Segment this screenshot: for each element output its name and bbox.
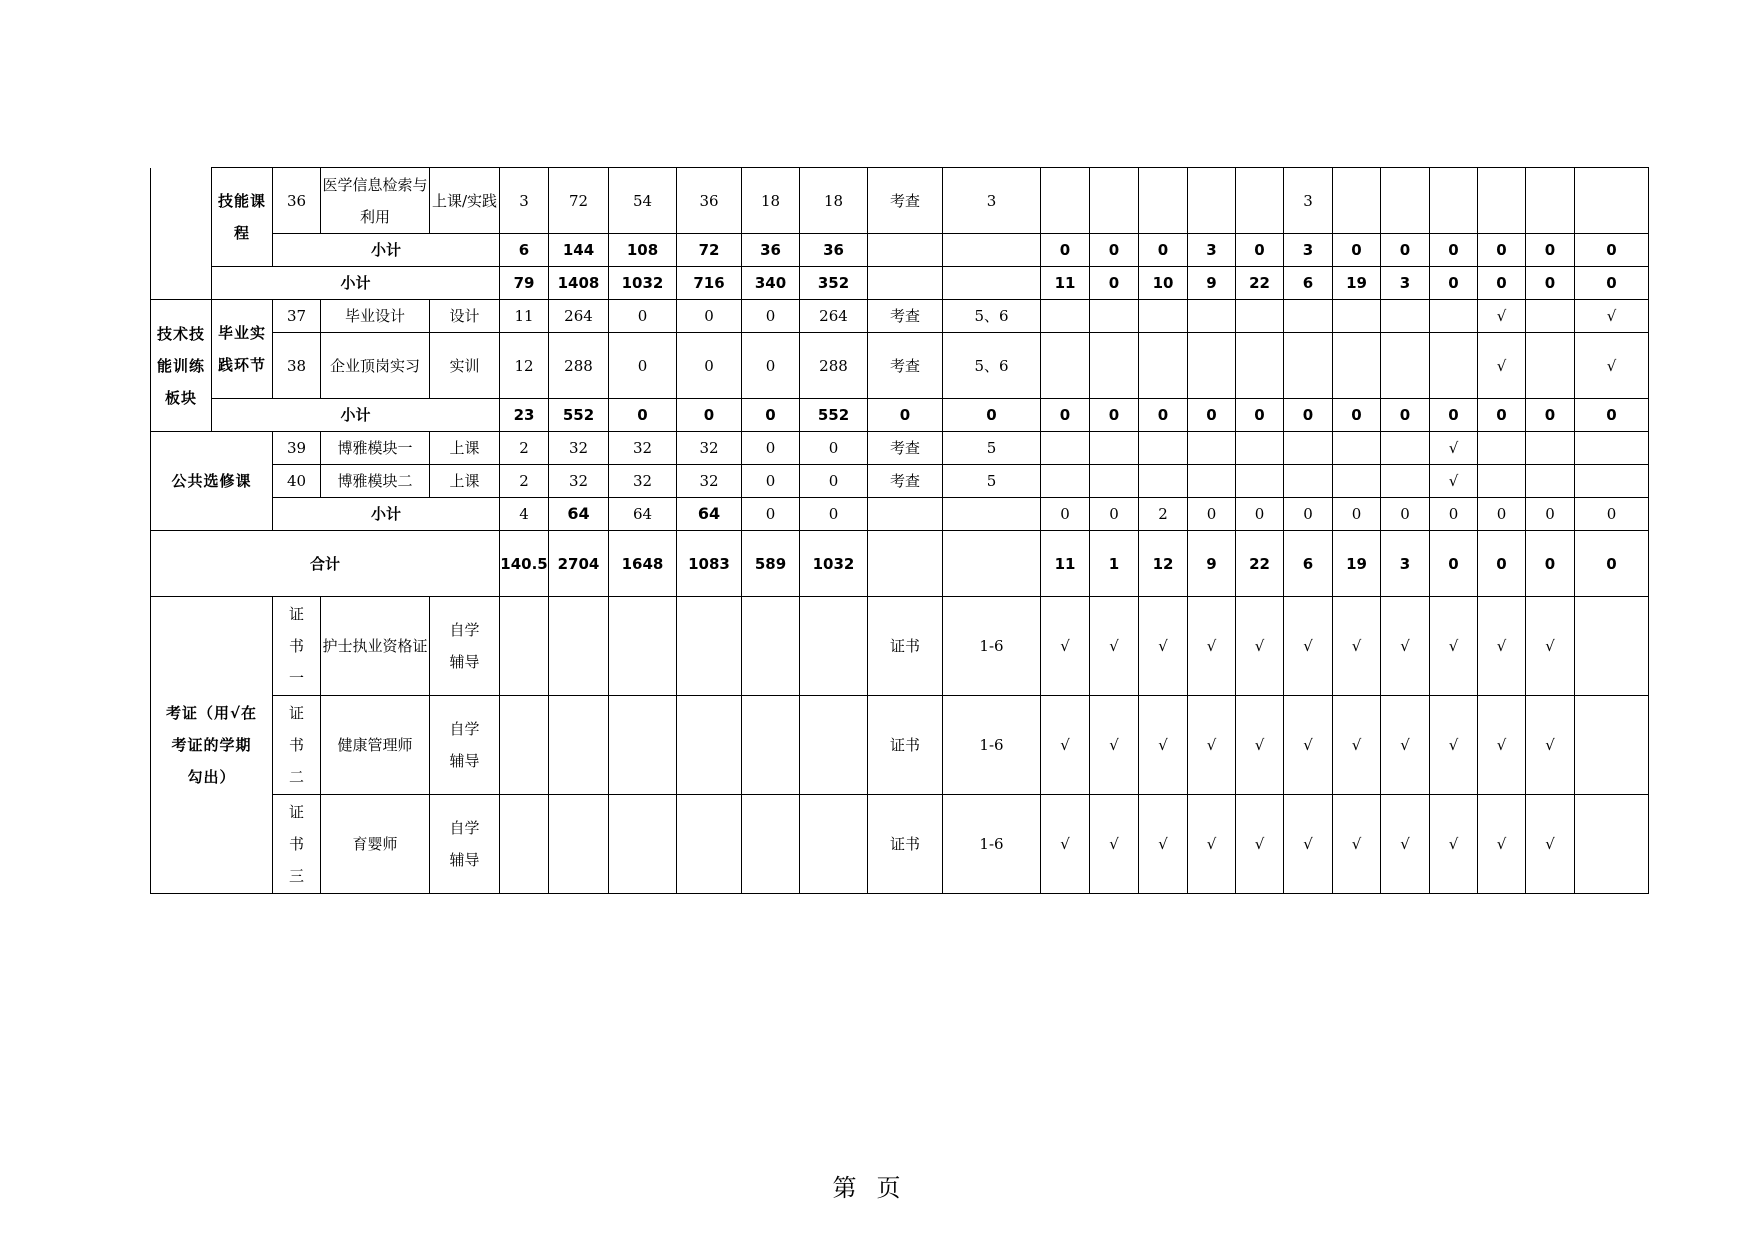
semester-cell: 0 [1478,267,1526,300]
subtotal-label: 小计 [212,267,500,300]
table-row: 小计 23 552 0 0 0 552 0 0 0 0 0 0 0 0 0 0 0 0 0 0 [151,399,1649,432]
table-row: 证书二 健康管理师 自学辅导 证书 1-6 √ √ √ √ √ √ √ √ √ √ √ [151,696,1649,795]
semester-cell: 0 [1430,234,1478,267]
check-mark: √ [1139,795,1188,894]
semester-cell: 22 [1236,267,1284,300]
semester-cell: 0 [1236,498,1284,531]
semester-cell: 0 [1430,267,1478,300]
semester-cell: 0 [1090,234,1139,267]
check-mark: √ [1333,795,1381,894]
semester-cell: 9 [1188,531,1236,597]
check-mark: √ [1188,696,1236,795]
check-mark: √ [1284,696,1333,795]
check-mark: √ [1430,597,1478,696]
semester-cell: 0 [1526,234,1575,267]
check-mark: √ [1575,300,1649,333]
check-mark: √ [1236,795,1284,894]
subtotal-label: 小计 [273,234,500,267]
semester-cell: 0 [1139,234,1188,267]
semester-cell: 22 [1236,531,1284,597]
course-mode: 上课/实践 [430,168,500,234]
check-mark: √ [1284,597,1333,696]
check-mark: √ [1478,696,1526,795]
semester-cell: 9 [1188,267,1236,300]
subtotal-label: 小计 [273,498,500,531]
semester-cell: 0 [1333,399,1381,432]
check-mark: √ [1041,795,1090,894]
check-mark: √ [1188,597,1236,696]
semester-cell: 0 [1284,399,1333,432]
training-module-label: 技术技能训练板块 [151,300,212,432]
table-row [151,168,1649,234]
semester-cell: 0 [1333,498,1381,531]
skills-group-label: 技能课程 [212,168,273,267]
semester-cell: 0 [1090,498,1139,531]
grand-total-credit: 140.5 [500,531,549,597]
semester-cell: 3 [1381,531,1430,597]
check-mark: √ [1041,696,1090,795]
table-row: 小计 4 64 64 64 0 0 0 0 2 0 0 0 0 0 0 0 0 0 [151,498,1649,531]
table-row: 小计 79 1408 1032 716 340 352 11 0 10 9 22 6 19 3 0 0 0 0 [151,267,1649,300]
semester-cell: 0 [1381,399,1430,432]
module-cell-empty [151,168,212,300]
grand-total-label: 合计 [151,531,500,597]
semester-cell: 19 [1333,531,1381,597]
semester-cell: 11 [1041,267,1090,300]
check-mark: √ [1526,795,1575,894]
check-mark: √ [1188,795,1236,894]
semester-cell: 0 [1188,498,1236,531]
check-mark: √ [1090,597,1139,696]
semester-cell: 0 [1575,399,1649,432]
semester-cell: 0 [1333,234,1381,267]
table-row: 40 博雅模块二 上课 2 32 32 32 0 0 考查 5 √ [151,465,1649,498]
semester-cell: 3 [1284,168,1333,234]
semester-cell: 3 [1381,267,1430,300]
check-mark: √ [1478,300,1526,333]
semester-cell: 0 [1478,498,1526,531]
table-row: 公共选修课 39 博雅模块一 上课 2 32 32 32 0 0 考查 5 √ [151,432,1649,465]
semester-cell: 0 [1575,531,1649,597]
semester-cell: 0 [1041,234,1090,267]
certificates-label: 考证（用√在考证的学期勾出） [151,597,273,894]
check-mark: √ [1575,333,1649,399]
check-mark: √ [1333,597,1381,696]
check-mark: √ [1381,696,1430,795]
semester-cell: 0 [1188,399,1236,432]
graduation-group-label: 毕业实践环节 [212,300,273,399]
check-mark: √ [1526,696,1575,795]
page-footer: 第页 [832,1174,921,1202]
semester-cell: 0 [1575,498,1649,531]
credit-cell: 3 [500,168,549,234]
electives-label: 公共选修课 [151,432,273,531]
semester-cell: 0 [1430,531,1478,597]
semester-cell: 0 [1090,399,1139,432]
check-mark: √ [1478,795,1526,894]
semester-cell: 0 [1041,399,1090,432]
semester-cell: 1 [1090,531,1139,597]
semester-cell: 3 [1188,234,1236,267]
check-mark: √ [1381,795,1430,894]
check-mark: √ [1430,696,1478,795]
table-row: 技术技能训练板块 毕业实践环节 37 毕业设计 设计 11 264 0 0 0 264 考查 5、6 √ √ [151,300,1649,333]
semester-cell: 0 [1478,399,1526,432]
check-mark: √ [1526,597,1575,696]
table-row: 考证（用√在考证的学期勾出） 证书一 护士执业资格证 自学辅导 证书 1-6 √ √ √ √ √ √ √ √ √ √ √ [151,597,1649,696]
course-number: 36 [273,168,321,234]
practice-hours-cell: 18 [800,168,868,234]
check-mark: √ [1090,795,1139,894]
term-cell: 3 [943,168,1041,234]
semester-cell: 0 [1526,531,1575,597]
semester-cell: 6 [1284,267,1333,300]
check-mark: √ [1284,795,1333,894]
semester-cell: 0 [1575,234,1649,267]
semester-cell: 12 [1139,531,1188,597]
hours-col-a-cell: 36 [677,168,742,234]
semester-cell: 0 [1381,234,1430,267]
semester-cell: 6 [1284,531,1333,597]
check-mark: √ [1430,795,1478,894]
semester-cell: 0 [1139,399,1188,432]
check-mark: √ [1139,597,1188,696]
semester-cell: 0 [1090,267,1139,300]
semester-cell: 2 [1139,498,1188,531]
assessment-cell: 考查 [868,168,943,234]
course-name: 医学信息检索与利用 [321,168,430,234]
check-mark: √ [1430,465,1478,498]
semester-cell: 0 [1526,399,1575,432]
table-row: 证书三 育婴师 自学辅导 证书 1-6 √ √ √ √ √ √ √ √ √ √ √ [151,795,1649,894]
semester-cell: 10 [1139,267,1188,300]
semester-cell: 0 [1381,498,1430,531]
semester-cell: 0 [1575,267,1649,300]
table-row: 38 企业顶岗实习 实训 12 288 0 0 0 288 考查 5、6 √ √ [151,333,1649,399]
curriculum-table [150,167,1649,894]
check-mark: √ [1333,696,1381,795]
semester-cell: 0 [1478,531,1526,597]
hours-col-b-cell: 18 [742,168,800,234]
check-mark: √ [1236,696,1284,795]
total-hours-cell: 72 [549,168,609,234]
semester-cell: 0 [1236,399,1284,432]
check-mark: √ [1236,597,1284,696]
semester-cell: 0 [1526,498,1575,531]
table-row: 合计 140.5 2704 1648 1083 589 1032 11 1 12 9 22 6 19 3 0 0 0 0 [151,531,1649,597]
semester-cell: 0 [1526,267,1575,300]
semester-cell: 3 [1284,234,1333,267]
semester-cell: 0 [1478,234,1526,267]
check-mark: √ [1478,333,1526,399]
semester-cell: 0 [1430,498,1478,531]
semester-cell: 11 [1041,531,1090,597]
semester-cell: 0 [1236,234,1284,267]
check-mark: √ [1041,597,1090,696]
check-mark: √ [1381,597,1430,696]
semester-cell: 19 [1333,267,1381,300]
check-mark: √ [1139,696,1188,795]
check-mark: √ [1090,696,1139,795]
check-mark: √ [1430,432,1478,465]
semester-cell: 0 [1041,498,1090,531]
subtotal-label: 小计 [212,399,500,432]
theory-hours-cell: 54 [609,168,677,234]
semester-cell: 0 [1284,498,1333,531]
table-row: 小计 6 144 108 72 36 36 0 0 0 3 0 3 0 0 0 0 0 0 [151,234,1649,267]
check-mark: √ [1478,597,1526,696]
semester-cell: 0 [1430,399,1478,432]
